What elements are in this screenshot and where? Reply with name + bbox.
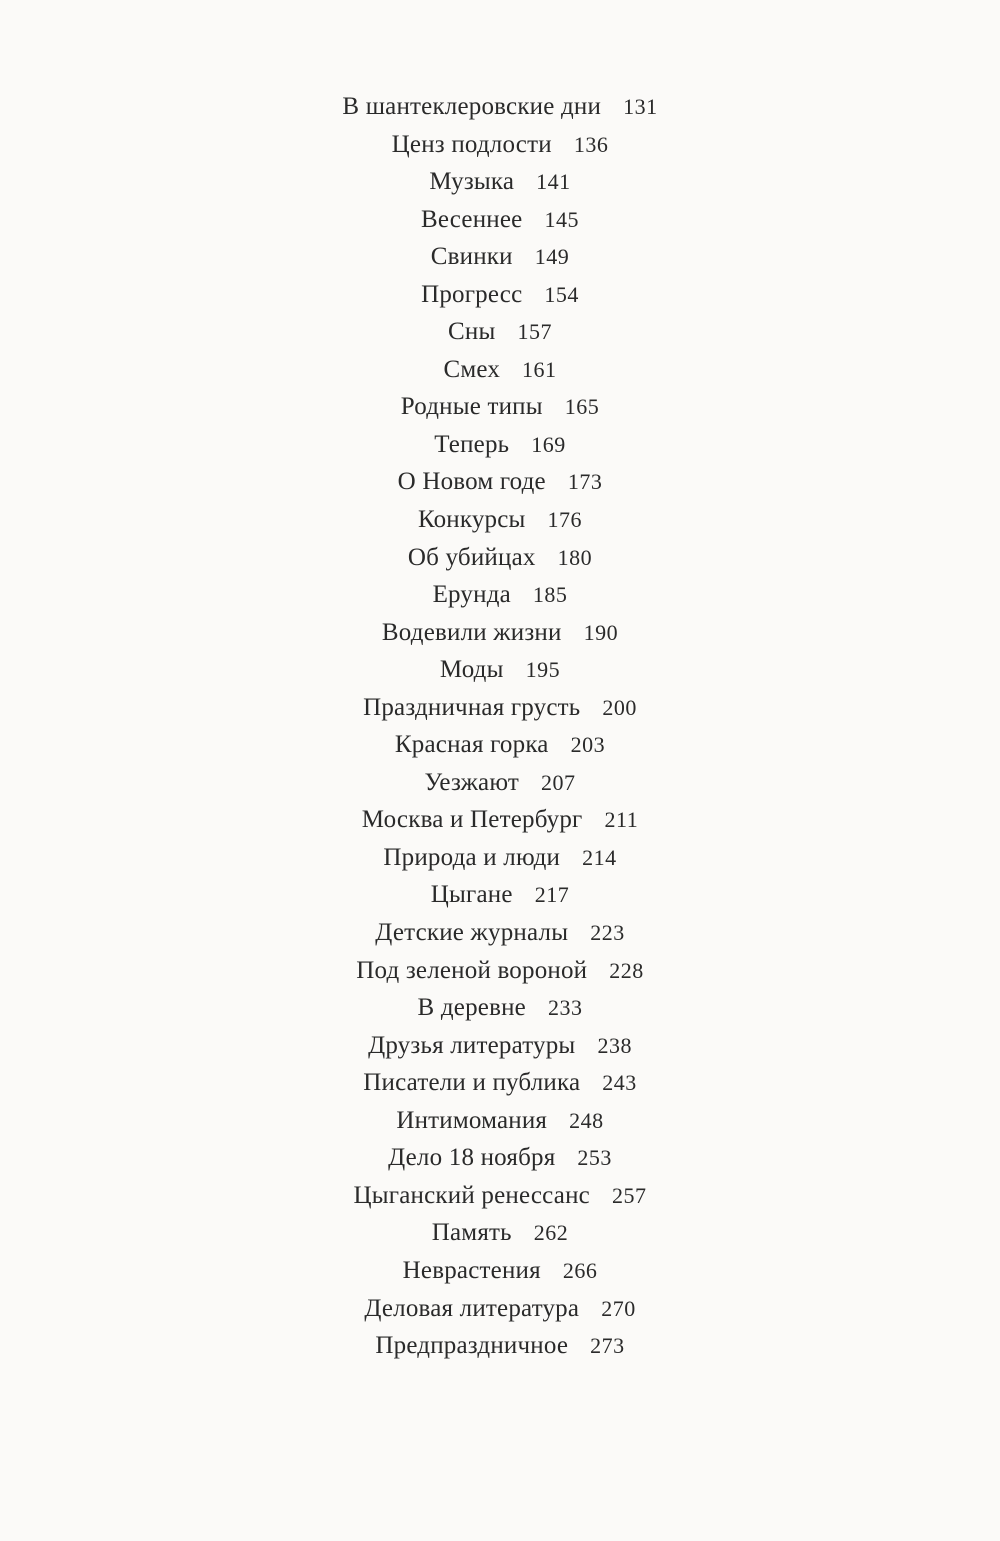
toc-entry [0,989,1000,1027]
toc-entry [0,501,1000,539]
toc-entry-title: Свинки [430,243,513,271]
toc-entry-title: Весеннее [421,205,523,233]
toc-entry [0,801,1000,839]
toc-entry-title: Писатели и публика [363,1069,581,1097]
toc-entry-page: 262 [533,1220,569,1246]
toc-entry-page: 273 [590,1333,625,1359]
toc-entry [0,614,1000,652]
toc-entry [0,726,1000,764]
toc-entry-page: 185 [532,582,568,608]
toc-entry-page: 169 [531,431,566,457]
toc-entry [0,1252,1000,1290]
toc-entry-title: Интимомания [396,1106,548,1134]
toc-entry-title: Природа и люди [383,843,561,871]
toc-entry-page: 165 [564,394,600,420]
toc-entry [0,463,1000,501]
toc-entry [0,1177,1000,1215]
toc-entry-page: 257 [611,1182,647,1208]
toc-entry-page: 141 [536,169,571,195]
toc-entry-title: Дело 18 ноября [388,1144,556,1172]
toc-entry [0,839,1000,877]
toc-entry [0,764,1000,802]
toc-entry-title: Цыгане [430,881,513,909]
toc-entry-title: Прогресс [421,280,523,308]
toc-entry [0,1064,1000,1102]
toc-entry [0,351,1000,389]
toc-entry-title: Смех [443,355,501,383]
toc-entry [0,914,1000,952]
toc-entry-title: Ценз подлости [391,130,552,158]
toc-entry-title: Об убийцах [407,543,536,571]
toc-entry [0,1027,1000,1065]
toc-entry [0,276,1000,314]
toc-entry-title: Конкурсы [417,506,526,534]
toc-entry-title: Красная горка [394,731,549,759]
toc-entry-title: Музыка [429,168,515,196]
toc-entry-page: 173 [567,469,603,495]
toc-entry-page: 248 [569,1107,604,1133]
toc-entry-page: 200 [602,694,637,720]
toc-entry-title: Предпраздничное [375,1332,569,1360]
toc-entry-title: В шантеклеровские дни [342,93,602,120]
toc-entry-page: 238 [597,1032,632,1058]
toc-entry-page: 131 [623,94,658,119]
toc-entry-page: 223 [590,920,625,946]
toc-entry-title: Родные типы [400,393,543,421]
toc-entry-page: 176 [547,507,583,533]
toc-entry [0,238,1000,276]
toc-entry-page: 253 [577,1145,612,1171]
toc-entry-page: 195 [525,657,561,683]
toc-entry [0,88,1000,126]
toc-entry [0,426,1000,464]
toc-entry [0,539,1000,577]
toc-entry [0,201,1000,239]
toc-entry-title: В деревне [417,994,526,1022]
toc-entry [0,651,1000,689]
toc-entry-title: Теперь [434,430,510,458]
toc-entry-page: 149 [534,244,570,270]
toc-entry-title: Деловая литература [364,1294,580,1322]
toc-entry-page: 157 [517,319,552,345]
toc-entry-page: 211 [604,807,639,833]
toc-entry [0,876,1000,914]
toc-entry-page: 214 [582,844,617,870]
toc-entry-page: 207 [541,769,576,795]
toc-entry [0,1290,1000,1328]
toc-entry [0,1139,1000,1177]
toc-entry-page: 145 [544,206,579,232]
toc-entry-page: 154 [544,281,579,307]
toc-entry-title: Неврастения [402,1256,541,1284]
toc-entry [0,388,1000,426]
toc-entry [0,576,1000,614]
toc-entry-title: Уезжают [424,768,520,796]
toc-entry [0,1327,1000,1365]
toc-entry-page: 161 [522,356,557,382]
toc-entry-page: 266 [562,1257,598,1283]
toc-entry-page: 136 [573,131,609,157]
toc-entry [0,313,1000,351]
toc-entry-title: Память [431,1219,512,1247]
toc-entry [0,1102,1000,1140]
toc-entry-page: 190 [583,619,619,645]
toc-entry-page: 233 [547,995,583,1021]
toc-entry-title: О Новом годе [397,468,546,496]
toc-entry-title: Сны [448,318,496,346]
table-of-contents [0,88,1000,1365]
toc-entry-title: Водевили жизни [381,618,562,646]
toc-entry [0,689,1000,727]
toc-entry-page: 203 [570,732,606,758]
toc-entry-title: Моды [439,656,504,684]
toc-entry-page: 180 [557,544,593,570]
toc-entry [0,952,1000,990]
toc-entry-title: Ерунда [432,581,511,609]
toc-entry [0,163,1000,201]
toc-entry-page: 243 [602,1070,637,1096]
toc-entry-title: Под зеленой вороной [356,956,588,984]
toc-entry-title: Праздничная грусть [363,693,581,721]
toc-entry [0,126,1000,164]
toc-entry-title: Друзья литературы [368,1031,576,1059]
toc-entry-page: 228 [609,957,644,983]
toc-entry-page: 217 [534,882,570,908]
toc-entry-title: Москва и Петербург [361,806,583,834]
toc-entry-title: Детские журналы [375,919,569,947]
toc-entry [0,1214,1000,1252]
toc-entry-title: Цыганский ренессанс [353,1181,590,1209]
toc-entry-page: 270 [601,1295,636,1321]
